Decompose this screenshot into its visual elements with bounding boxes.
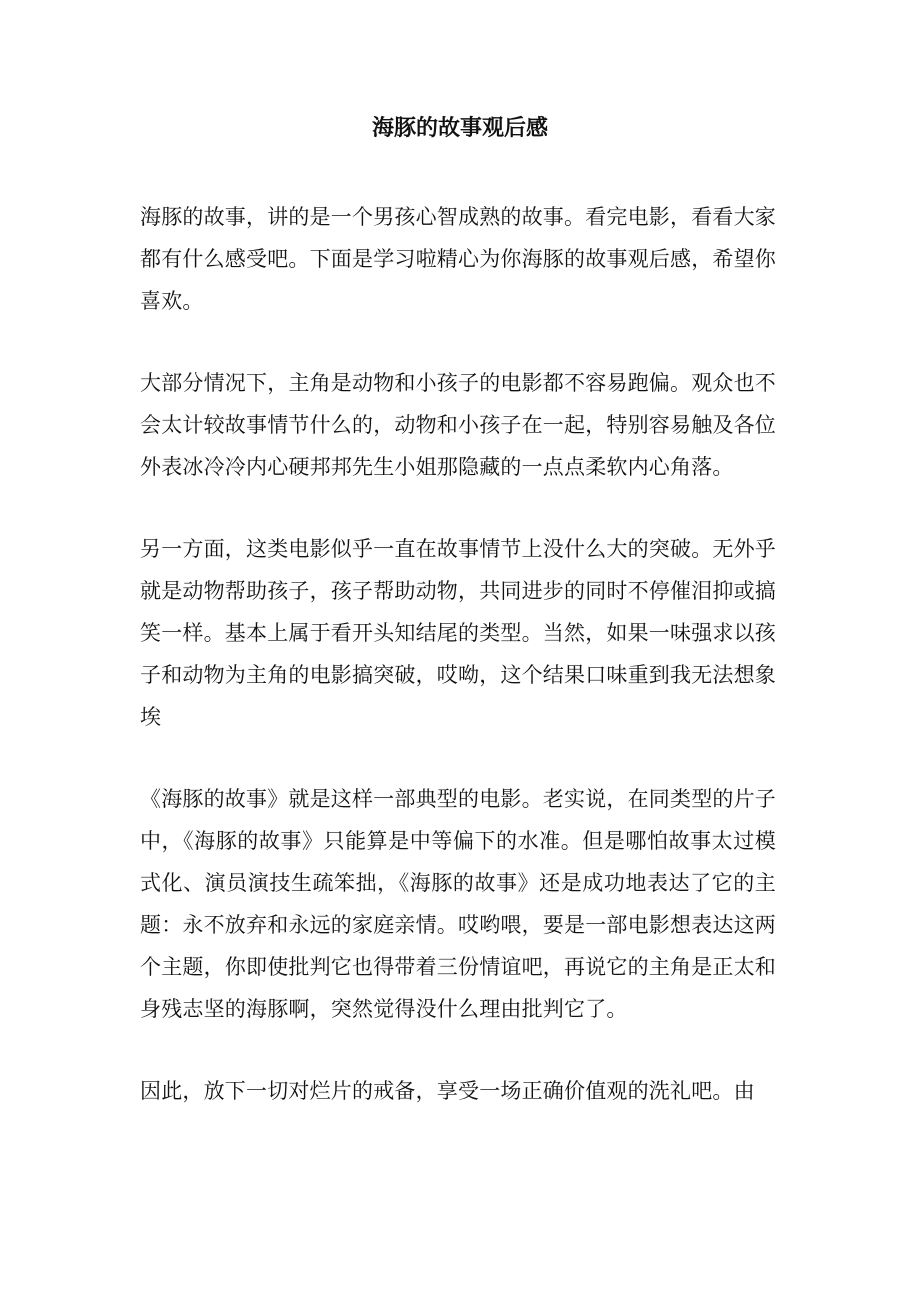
paragraph-intro: 海豚的故事，讲的是一个男孩心智成熟的故事。看完电影，看看大家都有什么感受吧。下面是学习啦精心为你海豚的故事观后感，希望你喜欢。	[140, 205, 776, 313]
document-title: 海豚的故事观后感	[371, 115, 548, 141]
document-body	[140, 196, 776, 1152]
paragraph-conclusion: 因此，放下一切对烂片的戒备，享受一场正确价值观的洗礼吧。由	[140, 1079, 755, 1103]
paragraph-film-review: 《海豚的故事》就是这样一部典型的电影。老实说，在同类型的片子中，《海豚的故事》只能算是中等偏下的水准。但是哪怕故事太过模式化、演员演技生疏笨拙，《海豚的故事》还是成功地表达了它的主题：永不放弃和永远的家庭亲情。哎哟喂，要是一部电影想表达这两个主题，你即使批判它也得带着三份情谊吧，再说它的主角是正太和身残志坚的海豚啊，突然觉得没什么理由批判它了。	[140, 787, 776, 1021]
paragraph-plot-formula: 另一方面，这类电影似乎一直在故事情节上没什么大的突破。无外乎就是动物帮助孩子，孩子帮助动物，共同进步的同时不停催泪抑或搞笑一样。基本上属于看开头知结尾的类型。当然，如果一味强求以孩子和动物为主角的电影搞突破，哎呦，这个结果口味重到我无法想象埃	[140, 537, 776, 729]
paragraph-animals-and-children: 大部分情况下，主角是动物和小孩子的电影都不容易跑偏。观众也不会太计较故事情节什么的，动物和小孩子在一起，特别容易触及各位外表冰冷冷内心硬邦邦先生小姐那隐藏的一点点柔软内心角落。	[140, 371, 776, 479]
